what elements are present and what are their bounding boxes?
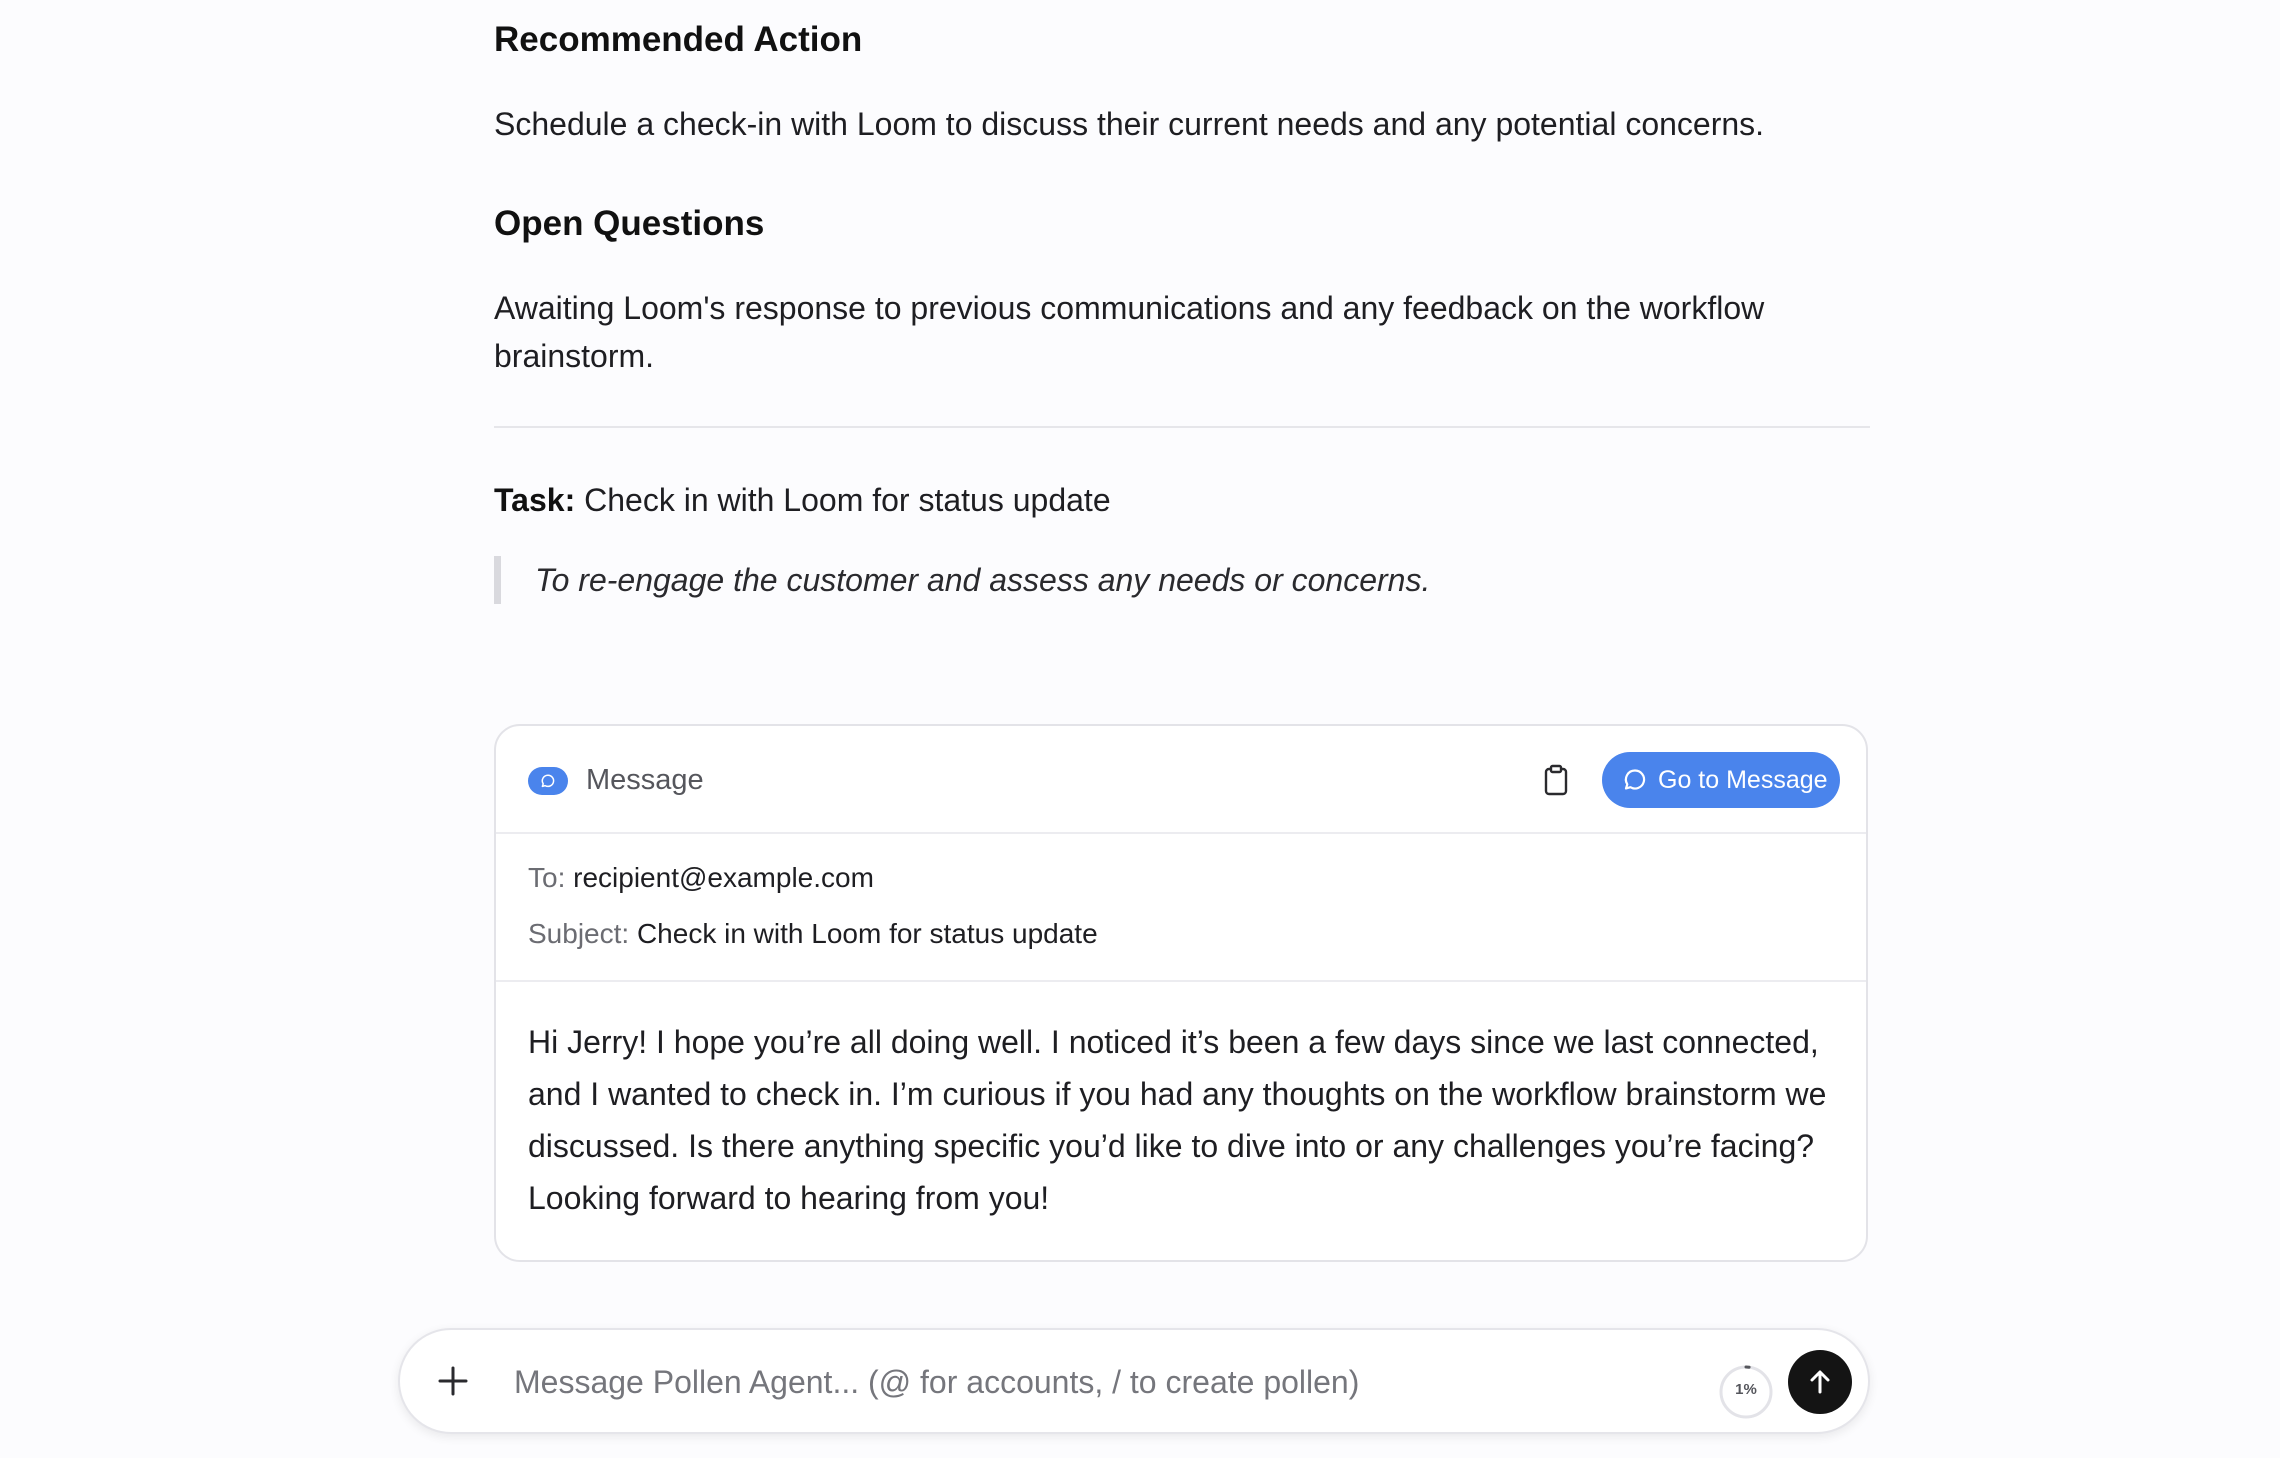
to-label: To: bbox=[528, 862, 566, 893]
recommended-action-heading: Recommended Action bbox=[494, 20, 863, 59]
message-card-header bbox=[496, 726, 1866, 834]
chat-bubble-icon bbox=[1622, 767, 1648, 793]
open-questions-heading: Open Questions bbox=[494, 204, 765, 243]
task-title: Check in with Loom for status update bbox=[584, 482, 1111, 518]
to-line bbox=[528, 860, 874, 896]
message-card-meta bbox=[496, 834, 1866, 982]
open-questions-text: Awaiting Loom's response to previous communications and any feedback on the workflow brainstorm. bbox=[494, 290, 1765, 374]
subject-label: Subject: bbox=[528, 918, 630, 949]
task-rationale-quote bbox=[494, 556, 1430, 604]
subject-line bbox=[528, 916, 1098, 952]
message-body: Hi Jerry! I hope you’re all doing well. I noticed it’s been a few days since we last connected, and I wanted to check in. I’m curious if you had any thoughts on the workflow brainstorm we discussed. Is there anything specific you’d like to dive into or any challenges you’re facing? Looking forward to hearing from you! bbox=[528, 1024, 1827, 1216]
clipboard-icon[interactable] bbox=[1536, 760, 1576, 800]
composer-bar bbox=[398, 1328, 1870, 1434]
chat-bubble-icon bbox=[528, 767, 568, 795]
go-to-message-label: Go to Message bbox=[1658, 765, 1828, 794]
usage-percent: 1% bbox=[1735, 1381, 1757, 1398]
task-line bbox=[494, 480, 1111, 520]
message-card-title: Message bbox=[586, 764, 704, 796]
send-button[interactable] bbox=[1788, 1350, 1852, 1414]
arrow-up-icon bbox=[1804, 1366, 1836, 1398]
plus-icon[interactable] bbox=[430, 1358, 476, 1404]
go-to-message-button[interactable] bbox=[1602, 752, 1840, 808]
task-label: Task: bbox=[494, 482, 576, 518]
task-rationale: To re-engage the customer and assess any needs or concerns. bbox=[535, 562, 1431, 598]
message-input[interactable] bbox=[512, 1356, 1616, 1408]
to-value: recipient@example.com bbox=[573, 862, 874, 893]
section-divider bbox=[494, 426, 1870, 428]
recommended-action-text: Schedule a check-in with Loom to discuss their current needs and any potential concerns. bbox=[494, 106, 1765, 142]
usage-indicator bbox=[1718, 1364, 1774, 1420]
subject-value: Check in with Loom for status update bbox=[636, 918, 1098, 949]
message-card bbox=[494, 724, 1868, 1262]
